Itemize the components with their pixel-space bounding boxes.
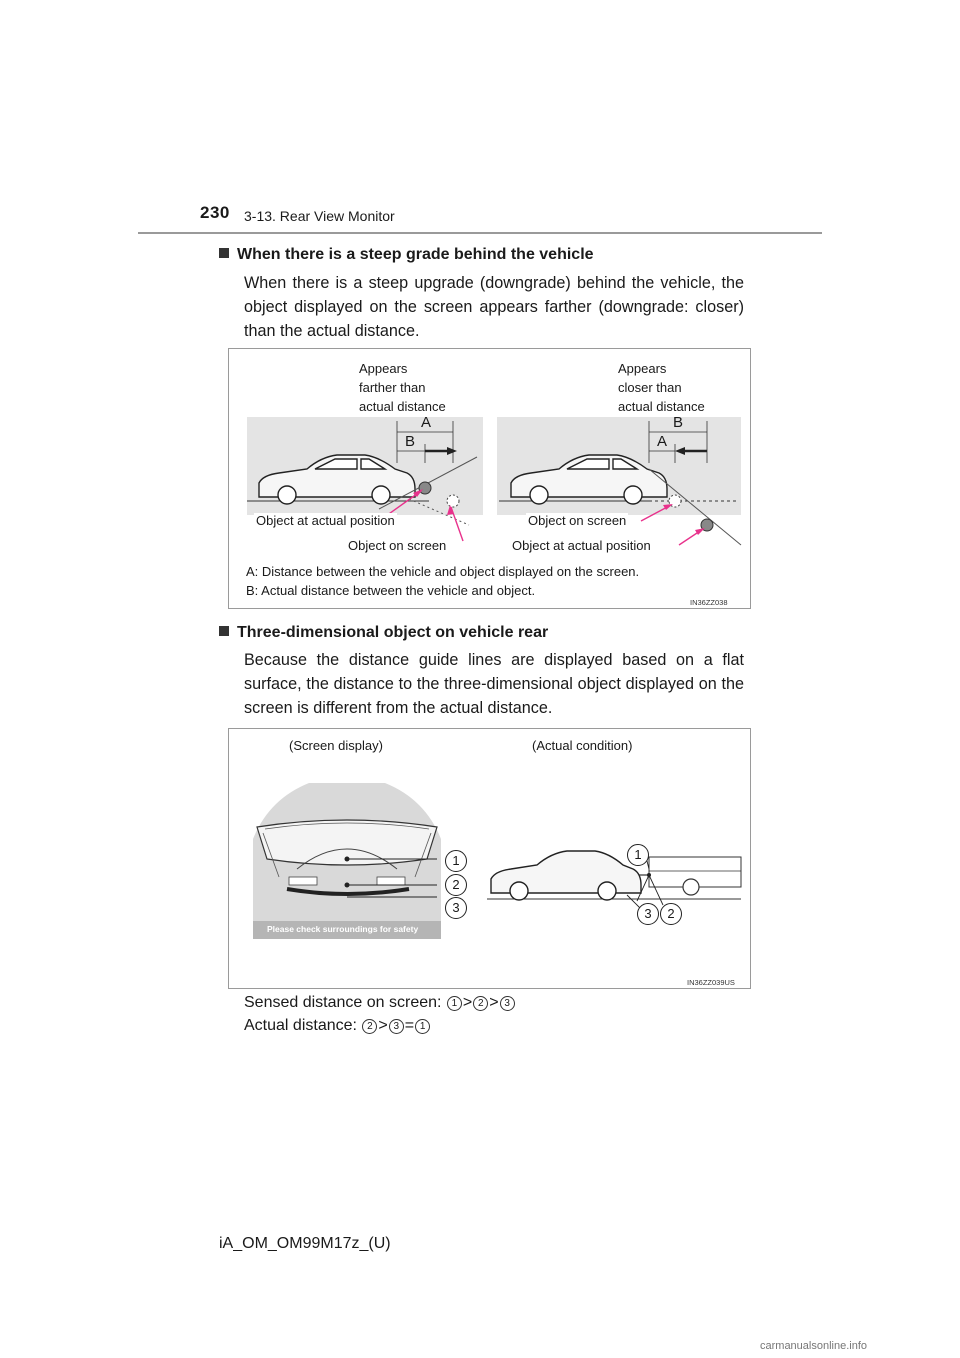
figure-three-dimensional	[228, 728, 751, 989]
sensed-label: Sensed distance on screen:	[244, 994, 442, 1011]
watermark: carmanualsonline.info	[760, 1340, 868, 1352]
gt-symbol: >	[378, 1017, 388, 1034]
square-bullet-icon	[219, 248, 229, 258]
screen-banner: Please check surroundings for safety	[267, 924, 419, 934]
label-appears-farther	[359, 359, 446, 416]
actual-label: Actual distance:	[244, 1017, 357, 1034]
section1-heading	[219, 246, 594, 264]
gt-symbol: >	[462, 994, 473, 1011]
figure1-code: IN36ZZ038	[690, 598, 728, 607]
figure-steep-grade	[228, 348, 751, 609]
label-object-actual-left: Object at actual position	[256, 513, 395, 528]
callout-1-screen: 1	[445, 850, 467, 872]
figure2-code: IN36ZZ039US	[687, 978, 735, 987]
circled-2: 2	[473, 996, 488, 1011]
label-screen-display: (Screen display)	[289, 738, 383, 753]
label-farther-line1: Appears	[359, 361, 408, 376]
legend-b: B: Actual distance between the vehicle and object.	[246, 583, 536, 598]
callout-2-actual: 2	[660, 903, 682, 925]
label-object-screen-right: Object on screen	[528, 513, 627, 528]
letter-a-left: A	[421, 414, 432, 431]
header-rule	[138, 232, 822, 234]
callout-3-screen: 3	[445, 897, 467, 919]
circled-1: 1	[415, 1019, 430, 1034]
callout-3-actual: 3	[637, 903, 659, 925]
circled-2: 2	[362, 1019, 377, 1034]
label-closer-line2: closer than	[618, 380, 682, 395]
label-actual-condition: (Actual condition)	[532, 738, 633, 753]
callout-1-actual: 1	[627, 844, 649, 866]
three-dimensional-illustration	[229, 729, 750, 988]
label-closer-line3: actual distance	[618, 399, 705, 414]
actual-distance-line	[244, 1017, 431, 1035]
eq-symbol: =	[404, 1017, 415, 1034]
callout-2-screen: 2	[445, 874, 467, 896]
circled-1: 1	[447, 996, 462, 1011]
label-object-screen-left: Object on screen	[348, 538, 447, 553]
label-object-actual-right: Object at actual position	[512, 538, 651, 553]
section1-body: When there is a steep upgrade (downgrade) behind the vehicle, the object displayed on the screen appears farther (downgrade: closer) than the actual distance.	[244, 274, 744, 340]
label-appears-closer	[618, 359, 705, 416]
page-number: 230	[200, 203, 230, 222]
document-code: iA_OM_OM99M17z_(U)	[219, 1235, 391, 1252]
section-title: 3-13. Rear View Monitor	[244, 208, 395, 224]
circled-3: 3	[389, 1019, 404, 1034]
label-closer-line1: Appears	[618, 361, 667, 376]
letter-a-right: A	[657, 433, 668, 450]
legend-a: A: Distance between the vehicle and object displayed on the screen.	[246, 564, 640, 579]
section1-heading-text: When there is a steep grade behind the vehicle	[237, 246, 594, 263]
car-actual	[491, 851, 641, 900]
circled-3: 3	[500, 996, 515, 1011]
section2-heading-text: Three-dimensional object on vehicle rear	[237, 624, 549, 641]
letter-b-left: B	[405, 433, 416, 450]
section2-body: Because the distance guide lines are displayed based on a flat surface, the distance to the three-dimensional object displayed on the screen is different from the actual distance.	[244, 651, 744, 717]
label-farther-line3: actual distance	[359, 399, 446, 414]
label-farther-line2: farther than	[359, 380, 426, 395]
letter-b-right: B	[673, 414, 684, 431]
gt-symbol: >	[489, 994, 499, 1011]
sensed-distance-line	[244, 994, 516, 1012]
square-bullet-icon	[219, 626, 229, 636]
section2-heading	[219, 624, 548, 642]
